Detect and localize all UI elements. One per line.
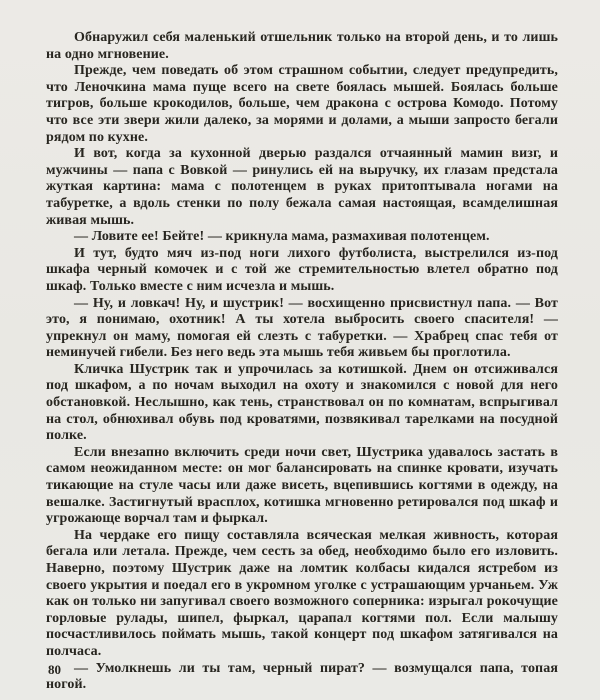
paragraph: Обнаружил себя маленький отшельник только на второй день, и то лишь на одно мгновение. bbox=[46, 30, 558, 62]
paragraph: Кличка Шустрик так и упрочилась за котишкой. Днем он отсиживался под шкафом, а по ночам выходил на охоту и знакомился с новой для него обстановкой. Неслышно, как тень, странствовал он по комнатам, вспрыгивал на стол, обнюхивал обувь под кроватями, позвякивал тарелками на посудной полке. bbox=[46, 361, 558, 444]
paragraph: Прежде, чем поведать об этом страшном событии, следует предупредить, что Леночкина мама пуще всего на свете боялась мышей. Боялась больше тигров, больше крокодилов, больше, чем дракона с острова Комодо. Потому что все эти звери жили далеко, за морями и долами, а мыши запросто бегали рядом по кухне. bbox=[46, 63, 558, 145]
page-text bbox=[46, 30, 558, 694]
paragraph: И тут, будто мяч из-под ноги лихого футболиста, выстрелился из-под шкафа черный комочек и с той же стремительностью влетел обратно под шкаф. Только вместе с ним исчезла и мышь. bbox=[46, 245, 558, 294]
paragraph-dialogue: — Ловите ее! Бейте! — крикнула мама, размахивая полотенцем. bbox=[74, 229, 490, 245]
paragraph-dialogue: — Ну, и ловкач! Ну, и шустрик! — восхищенно присвистнул папа. — Вот это, я понимаю, охотник! А ты хотела выбросить своего спасителя! — упрекнул он маму, помогая ей слезть с табуретки. — Храбрец спас тебя от неминучей гибели. Без него ведь эта мышь тебя живьем бы проглотила. bbox=[46, 295, 558, 361]
page-number: 80 bbox=[48, 662, 61, 677]
paragraph: Если внезапно включить среди ночи свет, Шустрика удавалось застать в самом неожиданном месте: он мог балансировать на спинке кровати, изучать тикающие на стуле часы или даже висеть, вцепившись когтями в одежду, на вешалке. Застигнутый врасплох, котишка мгновенно ретировался под шкаф и угрожающе ворчал там и фыркал. bbox=[46, 444, 558, 527]
paragraph-dialogue: — Умолкнешь ли ты там, черный пират? — возмущался папа, топая ногой. bbox=[46, 660, 558, 693]
paragraph: И вот, когда за кухонной дверью раздался отчаянный мамин визг, и мужчины — папа с Вовкой — ринулись ей на выручку, их глазам предстала жуткая картина: мама с полотенцем в руках притоптывала ногами на табуретке, а вдоль стенки по полу бежала самая настоящая, всамделишная живая мышь. bbox=[46, 146, 558, 228]
paragraph: На чердаке его пищу составляла всяческая мелкая живность, которая бегала или летала. Прежде, чем сесть за обед, необходимо было его изловить. Наверно, поэтому Шустрик даже на ломтик колбасы кидался ястребом из своего укрытия и поедал его в укромном уголке с устрашающим урчаньем. Уж как он только ни запугивал своего возможного соперника: изрыгал рокочущие горловые рулады, шипел, фыркал, царапал когтями пол. Если малышу посчастливилось поймать мышь, такой концерт под шкафом затягивался на полчаса. bbox=[46, 527, 558, 659]
